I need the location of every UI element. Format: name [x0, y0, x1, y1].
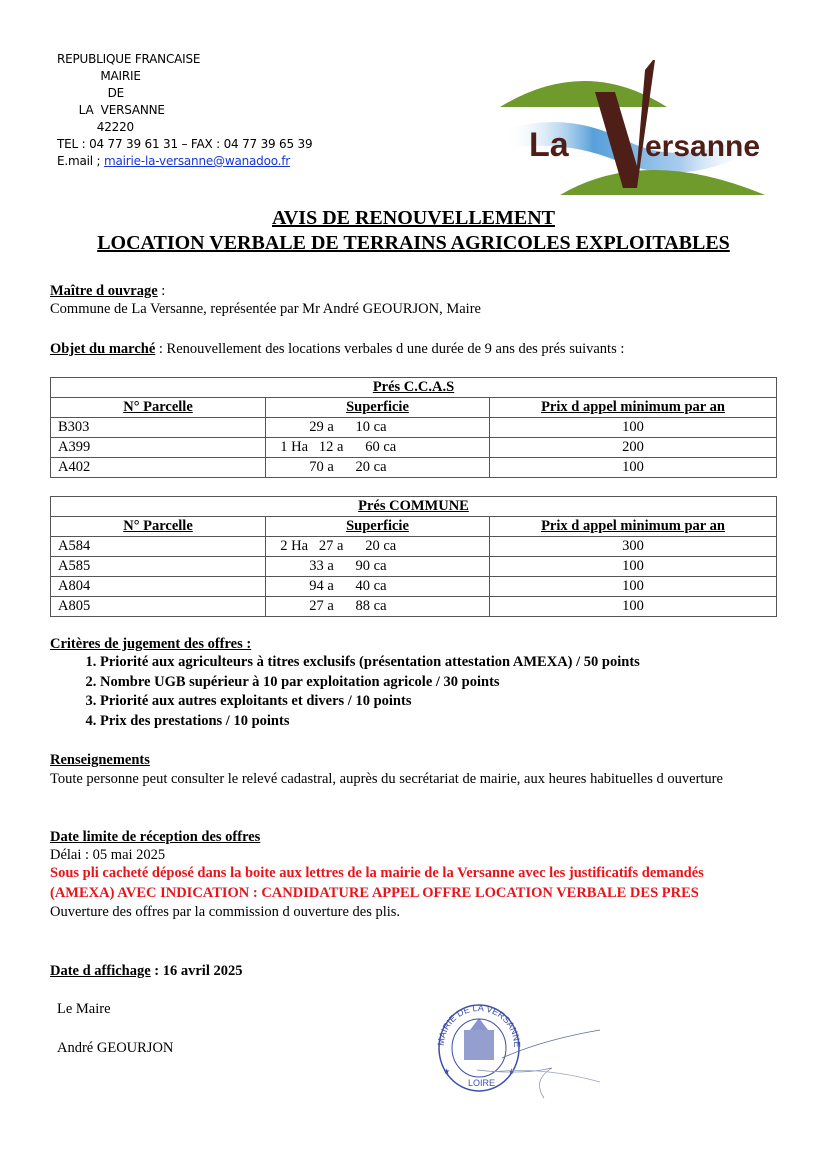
- table-row: A402 70 a 20 ca 100: [51, 458, 777, 478]
- ouverture-text: Ouverture des offres par la commission d ouverture des plis.: [50, 904, 401, 920]
- contact-phone-fax: TEL : 04 77 39 61 31 – FAX : 04 77 39 65 39: [57, 137, 313, 151]
- col-header-prix: Prix d appel minimum par an: [490, 517, 777, 537]
- table-row: B303 29 a 10 ca 100: [51, 418, 777, 438]
- renseignements-section: [50, 751, 726, 789]
- col-header-prix: Prix d appel minimum par an: [490, 398, 777, 418]
- svg-text:La: La: [529, 126, 569, 164]
- mairie-header: [57, 51, 312, 170]
- delai-text: Délai : 05 mai 2025: [50, 847, 166, 863]
- header-line: 42220: [57, 120, 134, 134]
- objet-label: Objet du marché: [50, 341, 156, 357]
- header-line: LA VERSANNE: [57, 103, 165, 117]
- affichage-label: Date d affichage: [50, 963, 151, 979]
- list-item: 4. Prix des prestations / 10 points: [100, 712, 780, 732]
- col-header-parcelle: N° Parcelle: [51, 398, 266, 418]
- signature-role: Le Maire: [57, 1001, 111, 1017]
- list-item: 2. Nombre UGB supérieur à 10 par exploitation agricole / 30 points: [100, 673, 780, 693]
- date-limite-section: [50, 828, 750, 921]
- objet-marche: [50, 340, 624, 358]
- affichage-value: : 16 avril 2025: [150, 963, 243, 979]
- renseignements-text: Toute personne peut consulter le relevé cadastral, auprès du secrétariat de mairie, aux heures habituelles d ouverture: [50, 771, 723, 787]
- criteres-section: [50, 635, 780, 731]
- notice-subtitle: LOCATION VERBALE DE TERRAINS AGRICOLES EXPLOITABLES: [97, 232, 730, 254]
- maitre-ouvrage-section: Maître d ouvrage : Commune de La Versanne, représentée par Mr André GEOURJON, Maire: [50, 283, 481, 317]
- col-header-parcelle: N° Parcelle: [51, 517, 266, 537]
- svg-text:★: ★: [508, 1067, 516, 1076]
- table-row: A584 2 Ha 27 a 20 ca 300: [51, 537, 777, 557]
- header-line: DE: [57, 86, 125, 100]
- notice-title: AVIS DE RENOUVELLEMENT: [271, 207, 556, 229]
- renseignements-label: Renseignements: [50, 752, 150, 768]
- depot-instructions: Sous pli cacheté déposé dans la boite aux lettres de la mairie de la Versanne avec les justificatifs demandés (AMEXA) AVEC INDICATION : CANDIDATURE APPEL OFFRE LOCATION VERBALE DES PRES: [50, 865, 704, 901]
- table-pres-commune: [50, 496, 777, 617]
- email-link[interactable]: mairie-la-versanne@wanadoo.fr: [103, 154, 291, 168]
- maitre-ouvrage-text: Commune de La Versanne, représentée par Mr André GEOURJON, Maire: [50, 301, 481, 317]
- table-pres-ccas: [50, 377, 777, 478]
- header-line: REPUBLIQUE FRANCAISE: [57, 52, 201, 66]
- table-title: Prés C.C.A.S: [51, 378, 777, 398]
- criteres-label: Critères de jugement des offres :: [50, 636, 252, 652]
- maitre-ouvrage-label: Maître d ouvrage: [50, 283, 158, 299]
- header-line: MAIRIE: [57, 69, 141, 83]
- list-item: 3. Priorité aux autres exploitants et divers / 10 points: [100, 692, 780, 712]
- objet-text: : Renouvellement des locations verbales d une durée de 9 ans des prés suivants :: [155, 341, 625, 357]
- table-row: A805 27 a 88 ca 100: [51, 597, 777, 617]
- date-limite-label: Date limite de réception des offres: [50, 829, 261, 845]
- table-row: A585 33 a 90 ca 100: [51, 557, 777, 577]
- col-header-superficie: Superficie: [266, 517, 490, 537]
- table-title: Prés COMMUNE: [51, 497, 777, 517]
- contact-email: E.mail ; mairie-la-versanne@wanadoo.fr: [57, 154, 291, 168]
- svg-text:ersanne: ersanne: [645, 130, 761, 163]
- signature-name: André GEOURJON: [57, 1040, 174, 1056]
- svg-text:LOIRE: LOIRE: [468, 1078, 496, 1088]
- mairie-stamp: [432, 1000, 602, 1100]
- date-affichage: [50, 962, 243, 980]
- col-header-superficie: Superficie: [266, 398, 490, 418]
- table-row: A399 1 Ha 12 a 60 ca 200: [51, 438, 777, 458]
- svg-text:MAIRIE DE LA VERSANNE: MAIRIE DE LA VERSANNE: [435, 1002, 523, 1048]
- table-row: A804 94 a 40 ca 100: [51, 577, 777, 597]
- svg-text:★: ★: [443, 1067, 451, 1076]
- criteres-list: [50, 653, 780, 731]
- la-versanne-logo: [495, 60, 770, 195]
- list-item: 1. Priorité aux agriculteurs à titres exclusifs (présentation attestation AMEXA) / 50 points: [100, 653, 780, 673]
